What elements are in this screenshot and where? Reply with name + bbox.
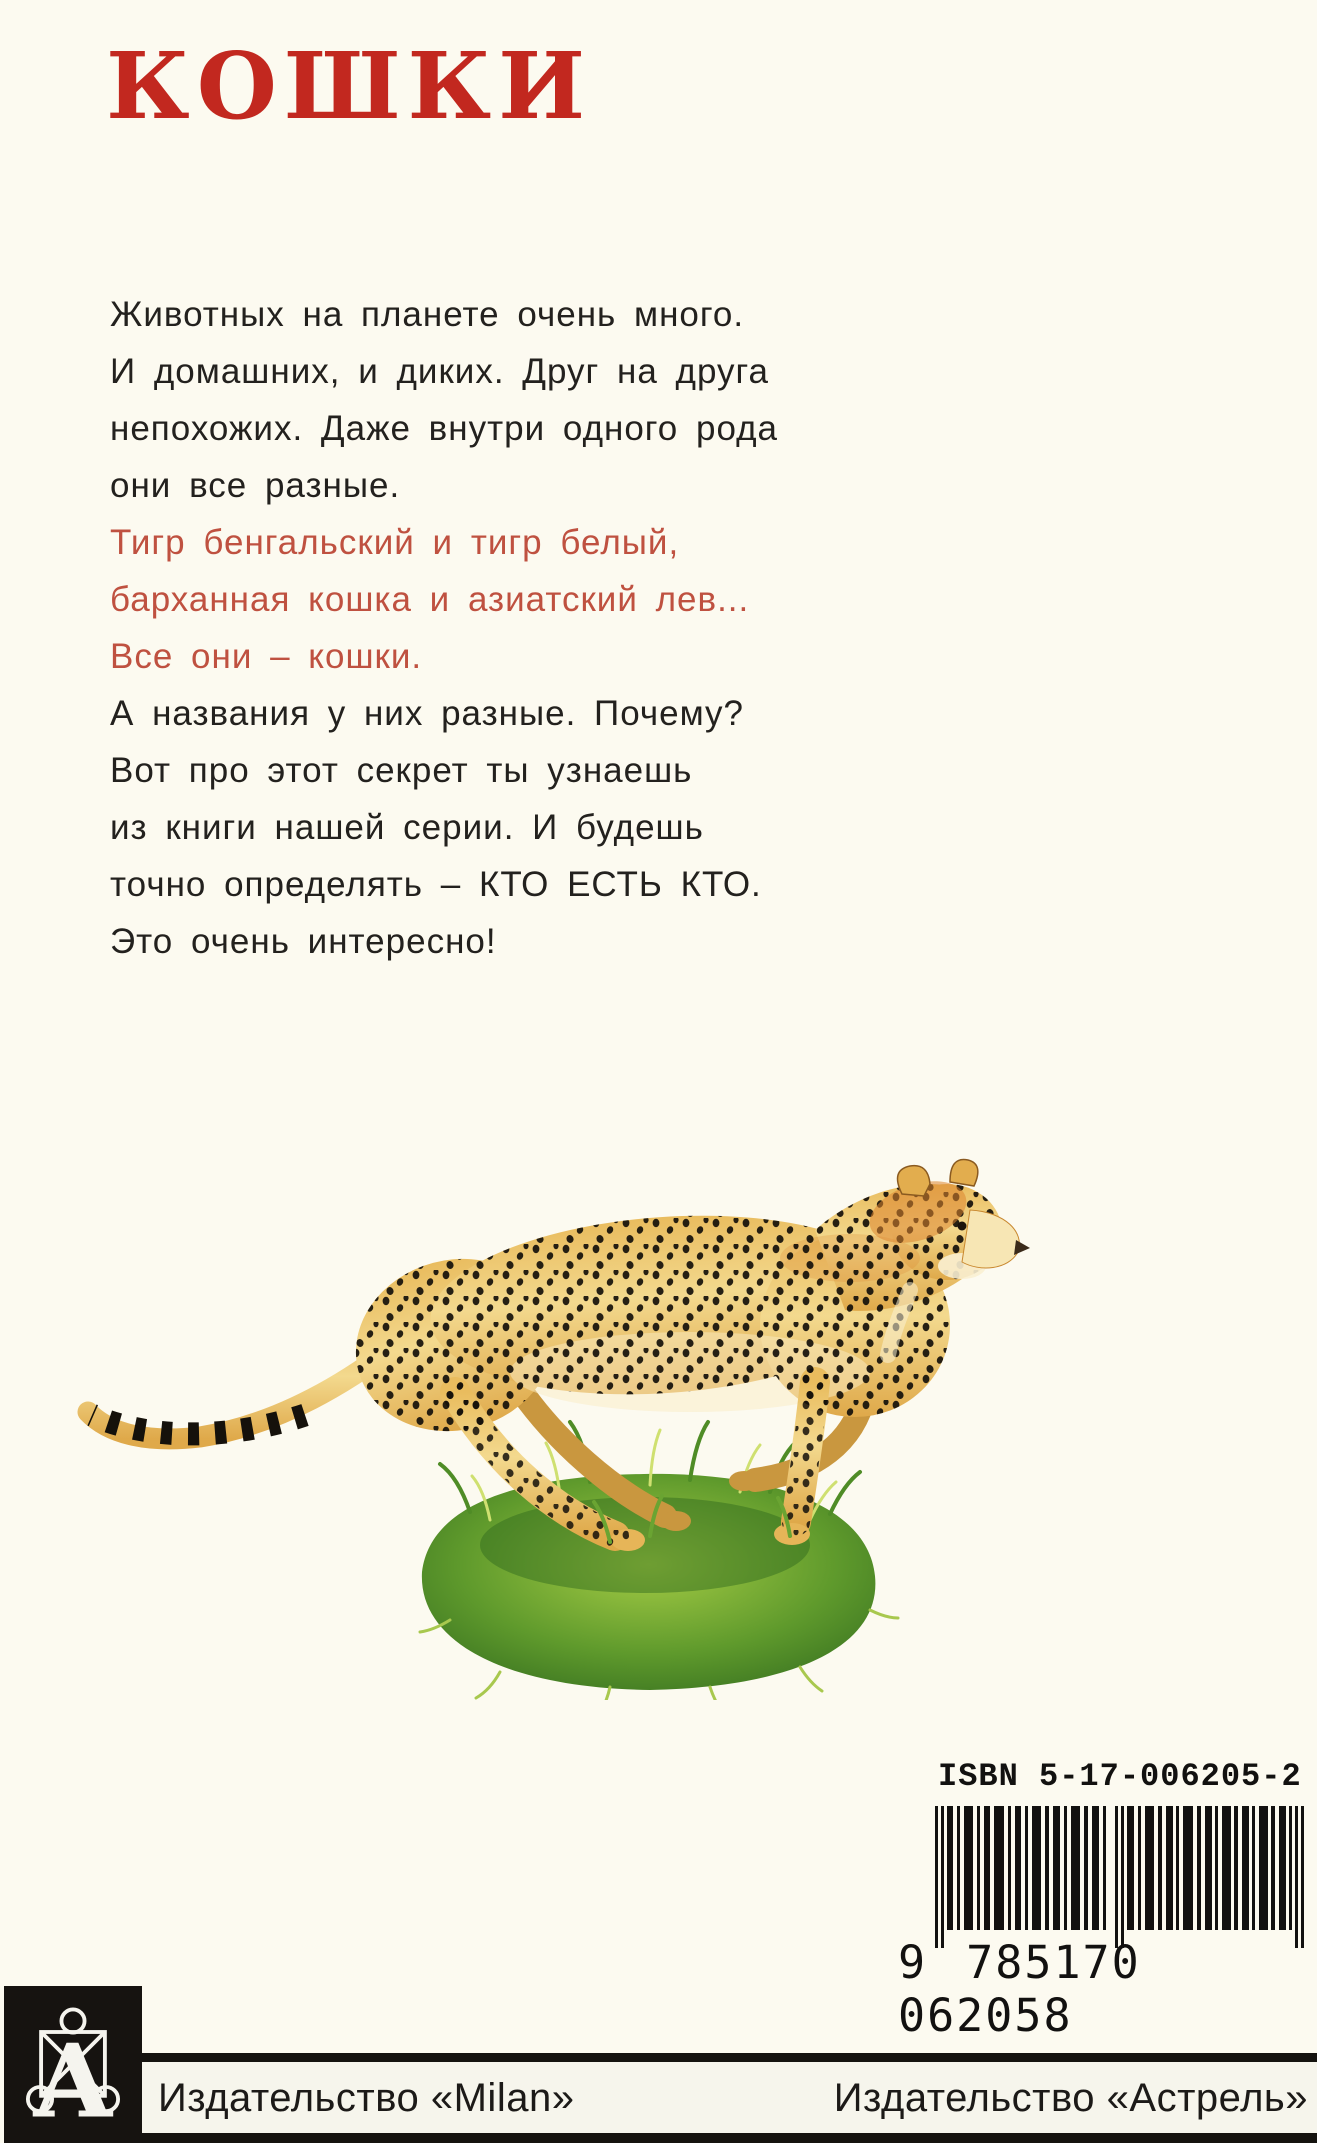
isbn-label: ISBN 5-17-006205-2	[938, 1758, 1302, 1795]
barcode-digits: 9 785170 062058	[898, 1936, 1141, 2042]
astrel-logo-icon	[18, 2002, 128, 2128]
blurb-line-accent: барханная кошка и азиатский лев...	[110, 580, 750, 619]
blurb-line: из книги нашей серии. И будешь	[110, 808, 704, 847]
publisher-astrel: Издательство «Астрель»	[833, 2076, 1308, 2120]
footer-bottom-rule	[140, 2133, 1317, 2143]
blurb-line-accent: Тигр бенгальский и тигр белый,	[110, 523, 680, 562]
cheetah-muzzle	[962, 1210, 1019, 1268]
blurb-line: Это очень интересно!	[110, 922, 497, 961]
astrel-publisher-logo	[4, 1986, 142, 2143]
blurb-line: Вот про этот секрет ты узнаешь	[110, 751, 693, 790]
blurb-line-accent: Все они – кошки.	[110, 637, 423, 676]
cheetah-eye	[958, 1222, 967, 1231]
barcode	[935, 1806, 1307, 1956]
publisher-milan: Издательство «Milan»	[158, 2076, 575, 2120]
cheetah-figure	[88, 1155, 1040, 1551]
footer-top-rule	[140, 2053, 1317, 2062]
cheetah-nose	[1014, 1240, 1030, 1255]
cheetah-ear-near	[898, 1166, 931, 1196]
publisher-row	[158, 2064, 1308, 2133]
cheetah-ear-far	[950, 1159, 978, 1186]
blurb-line: Животных на планете очень много.	[110, 295, 745, 334]
blurb-line: непохожих. Даже внутри одного рода	[110, 409, 779, 448]
svg-text:А: А	[31, 2021, 115, 2128]
blurb-line: точно определять – КТО ЕСТЬ КТО.	[110, 865, 762, 904]
blurb-line: И домашних, и диких. Друг на друга	[110, 352, 770, 391]
cheetah-svg	[50, 1140, 1050, 1700]
blurb-text	[110, 286, 870, 970]
blurb-line: А названия у них разные. Почему?	[110, 694, 745, 733]
book-title: КОШКИ	[106, 32, 593, 140]
blurb-line: они все разные.	[110, 466, 401, 505]
cheetah-illustration	[50, 1140, 1050, 1700]
